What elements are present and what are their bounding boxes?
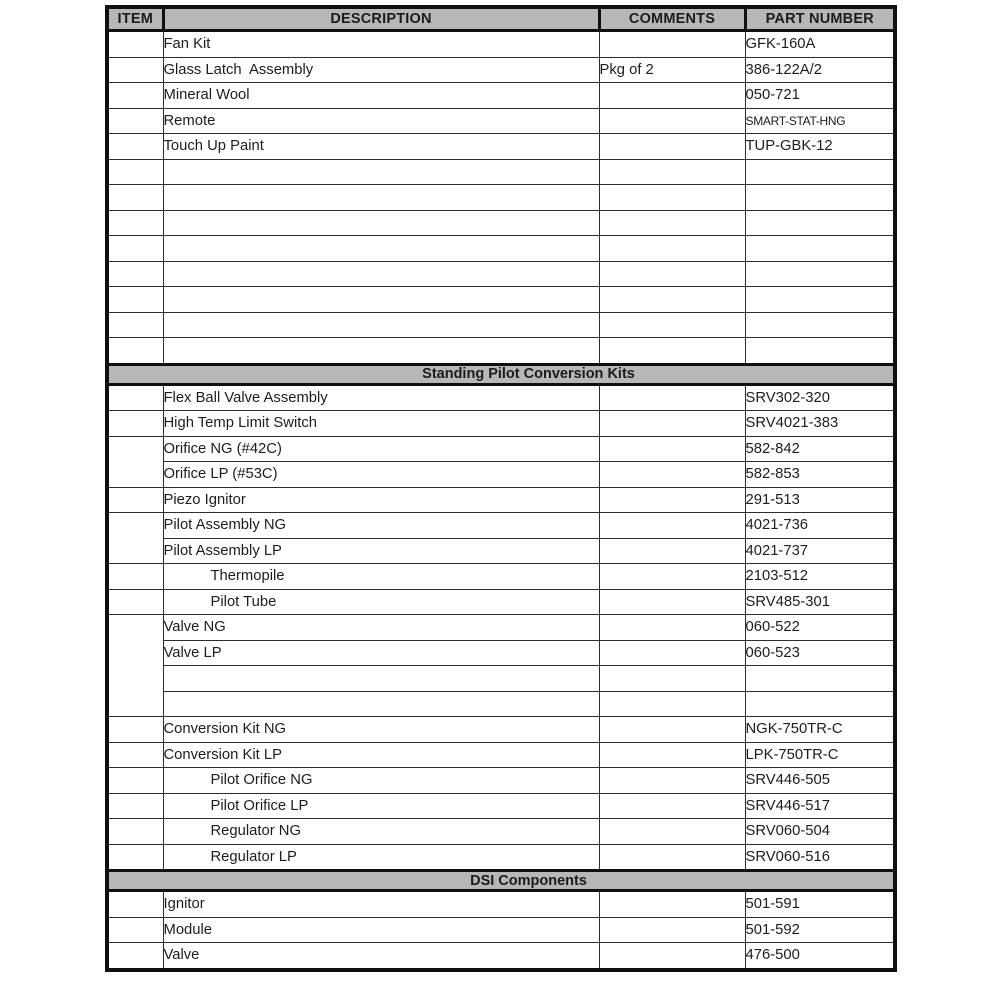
- part-number-cell: 4021-736: [745, 513, 895, 539]
- table-row: [107, 564, 895, 590]
- part-number-cell: SMART-STAT-HNG: [745, 108, 895, 134]
- description-cell: [163, 691, 599, 717]
- part-number-cell: SRV4021-383: [745, 411, 895, 437]
- description-cell: Piezo Ignitor: [163, 487, 599, 513]
- table-header-row: [107, 7, 895, 31]
- description-cell: [163, 666, 599, 692]
- table-row: [107, 844, 895, 871]
- description-cell: Pilot Orifice LP: [163, 793, 599, 819]
- table-row: [107, 513, 895, 539]
- item-cell: [107, 236, 163, 262]
- table-row: [107, 159, 895, 185]
- section-header-row: [107, 871, 895, 891]
- comments-cell: [599, 31, 745, 58]
- description-cell: Pilot Assembly NG: [163, 513, 599, 539]
- item-cell: [107, 185, 163, 211]
- description-cell: Conversion Kit LP: [163, 742, 599, 768]
- table-row: [107, 691, 895, 717]
- table-row: [107, 210, 895, 236]
- comments-cell: [599, 844, 745, 871]
- part-number-cell: 2103-512: [745, 564, 895, 590]
- comments-cell: [599, 185, 745, 211]
- comments-cell: [599, 134, 745, 160]
- column-header-comments: COMMENTS: [599, 7, 745, 31]
- part-number-cell: [745, 210, 895, 236]
- part-number-cell: SRV060-504: [745, 819, 895, 845]
- comments-cell: [599, 640, 745, 666]
- table-row: [107, 717, 895, 743]
- part-number-cell: 4021-737: [745, 538, 895, 564]
- comments-cell: [599, 312, 745, 338]
- description-cell: Conversion Kit NG: [163, 717, 599, 743]
- item-cell: [107, 589, 163, 615]
- table-row: [107, 462, 895, 488]
- table-row: [107, 538, 895, 564]
- item-cell: [107, 411, 163, 437]
- item-cell: [107, 83, 163, 109]
- comments-cell: [599, 891, 745, 918]
- item-cell: [107, 210, 163, 236]
- item-cell: [107, 768, 163, 794]
- part-number-cell: [745, 236, 895, 262]
- part-number-cell: 582-842: [745, 436, 895, 462]
- part-number-cell: [745, 185, 895, 211]
- part-number-cell: NGK-750TR-C: [745, 717, 895, 743]
- comments-cell: [599, 917, 745, 943]
- comments-cell: [599, 236, 745, 262]
- description-cell: Valve: [163, 943, 599, 970]
- section-header-row: [107, 364, 895, 384]
- item-cell: [107, 312, 163, 338]
- part-number-cell: 291-513: [745, 487, 895, 513]
- description-cell: [163, 261, 599, 287]
- table-row: [107, 742, 895, 768]
- part-number-cell: SRV446-505: [745, 768, 895, 794]
- table-row: [107, 891, 895, 918]
- description-cell: [163, 236, 599, 262]
- item-cell: [107, 819, 163, 845]
- comments-cell: [599, 384, 745, 411]
- table-row: [107, 589, 895, 615]
- comments-cell: [599, 819, 745, 845]
- item-cell: [107, 615, 163, 717]
- section-title: DSI Components: [107, 871, 895, 891]
- description-cell: Regulator LP: [163, 844, 599, 871]
- item-cell: [107, 384, 163, 411]
- table-row: [107, 411, 895, 437]
- item-cell: [107, 564, 163, 590]
- part-number-cell: TUP-GBK-12: [745, 134, 895, 160]
- table-row: [107, 134, 895, 160]
- table-row: [107, 487, 895, 513]
- comments-cell: [599, 108, 745, 134]
- comments-cell: [599, 411, 745, 437]
- table-row: [107, 666, 895, 692]
- column-header-item: ITEM: [107, 7, 163, 31]
- part-number-cell: [745, 261, 895, 287]
- table-row: [107, 917, 895, 943]
- part-number-cell: [745, 666, 895, 692]
- table-row: [107, 819, 895, 845]
- comments-cell: [599, 793, 745, 819]
- item-cell: [107, 943, 163, 970]
- description-cell: [163, 185, 599, 211]
- description-cell: Orifice NG (#42C): [163, 436, 599, 462]
- part-number-cell: SRV485-301: [745, 589, 895, 615]
- comments-cell: [599, 589, 745, 615]
- table-row: [107, 436, 895, 462]
- part-number-cell: [745, 312, 895, 338]
- table-row: [107, 83, 895, 109]
- part-number-cell: 060-522: [745, 615, 895, 641]
- part-number-cell: GFK-160A: [745, 31, 895, 58]
- comments-cell: [599, 691, 745, 717]
- item-cell: [107, 31, 163, 58]
- comments-cell: [599, 436, 745, 462]
- item-cell: [107, 287, 163, 313]
- table-row: [107, 793, 895, 819]
- description-cell: Ignitor: [163, 891, 599, 918]
- comments-cell: Pkg of 2: [599, 57, 745, 83]
- parts-table: [105, 5, 897, 972]
- comments-cell: [599, 287, 745, 313]
- part-number-cell: 050-721: [745, 83, 895, 109]
- comments-cell: [599, 462, 745, 488]
- item-cell: [107, 159, 163, 185]
- comments-cell: [599, 717, 745, 743]
- description-cell: [163, 159, 599, 185]
- column-header-description: DESCRIPTION: [163, 7, 599, 31]
- table-row: [107, 185, 895, 211]
- description-cell: Module: [163, 917, 599, 943]
- comments-cell: [599, 83, 745, 109]
- comments-cell: [599, 615, 745, 641]
- comments-cell: [599, 159, 745, 185]
- item-cell: [107, 717, 163, 743]
- column-header-part-number: PART NUMBER: [745, 7, 895, 31]
- comments-cell: [599, 564, 745, 590]
- description-cell: Orifice LP (#53C): [163, 462, 599, 488]
- comments-cell: [599, 513, 745, 539]
- item-cell: [107, 487, 163, 513]
- comments-cell: [599, 742, 745, 768]
- comments-cell: [599, 666, 745, 692]
- description-cell: High Temp Limit Switch: [163, 411, 599, 437]
- part-number-cell: 501-591: [745, 891, 895, 918]
- item-cell: [107, 134, 163, 160]
- comments-cell: [599, 487, 745, 513]
- description-cell: Valve LP: [163, 640, 599, 666]
- part-number-cell: 386-122A/2: [745, 57, 895, 83]
- description-cell: Valve NG: [163, 615, 599, 641]
- comments-cell: [599, 538, 745, 564]
- comments-cell: [599, 943, 745, 970]
- item-cell: [107, 917, 163, 943]
- table-row: [107, 31, 895, 58]
- table-row: [107, 338, 895, 365]
- item-cell: [107, 844, 163, 871]
- part-number-cell: SRV060-516: [745, 844, 895, 871]
- part-number-cell: [745, 691, 895, 717]
- table-row: [107, 261, 895, 287]
- item-cell: [107, 513, 163, 564]
- description-cell: Remote: [163, 108, 599, 134]
- item-cell: [107, 742, 163, 768]
- comments-cell: [599, 768, 745, 794]
- part-number-cell: 501-592: [745, 917, 895, 943]
- table-row: [107, 640, 895, 666]
- table-row: [107, 236, 895, 262]
- comments-cell: [599, 210, 745, 236]
- item-cell: [107, 261, 163, 287]
- part-number-cell: SRV302-320: [745, 384, 895, 411]
- description-cell: Mineral Wool: [163, 83, 599, 109]
- description-cell: Glass Latch Assembly: [163, 57, 599, 83]
- description-cell: Pilot Tube: [163, 589, 599, 615]
- description-cell: Pilot Orifice NG: [163, 768, 599, 794]
- table-row: [107, 57, 895, 83]
- comments-cell: [599, 261, 745, 287]
- description-cell: [163, 210, 599, 236]
- part-number-cell: 476-500: [745, 943, 895, 970]
- part-number-cell: 582-853: [745, 462, 895, 488]
- description-cell: [163, 338, 599, 365]
- part-number-cell: [745, 159, 895, 185]
- table-row: [107, 768, 895, 794]
- table-row: [107, 384, 895, 411]
- table-row: [107, 108, 895, 134]
- item-cell: [107, 793, 163, 819]
- part-number-cell: 060-523: [745, 640, 895, 666]
- description-cell: Fan Kit: [163, 31, 599, 58]
- description-cell: Touch Up Paint: [163, 134, 599, 160]
- description-cell: Flex Ball Valve Assembly: [163, 384, 599, 411]
- part-number-cell: [745, 287, 895, 313]
- section-title: Standing Pilot Conversion Kits: [107, 364, 895, 384]
- item-cell: [107, 57, 163, 83]
- description-cell: [163, 312, 599, 338]
- item-cell: [107, 338, 163, 365]
- comments-cell: [599, 338, 745, 365]
- parts-list-sheet: [105, 5, 897, 972]
- item-cell: [107, 108, 163, 134]
- table-row: [107, 312, 895, 338]
- description-cell: Pilot Assembly LP: [163, 538, 599, 564]
- part-number-cell: LPK-750TR-C: [745, 742, 895, 768]
- part-number-cell: [745, 338, 895, 365]
- item-cell: [107, 891, 163, 918]
- table-row: [107, 615, 895, 641]
- description-cell: [163, 287, 599, 313]
- part-number-cell: SRV446-517: [745, 793, 895, 819]
- table-row: [107, 287, 895, 313]
- item-cell: [107, 436, 163, 487]
- table-row: [107, 943, 895, 970]
- description-cell: Regulator NG: [163, 819, 599, 845]
- description-cell: Thermopile: [163, 564, 599, 590]
